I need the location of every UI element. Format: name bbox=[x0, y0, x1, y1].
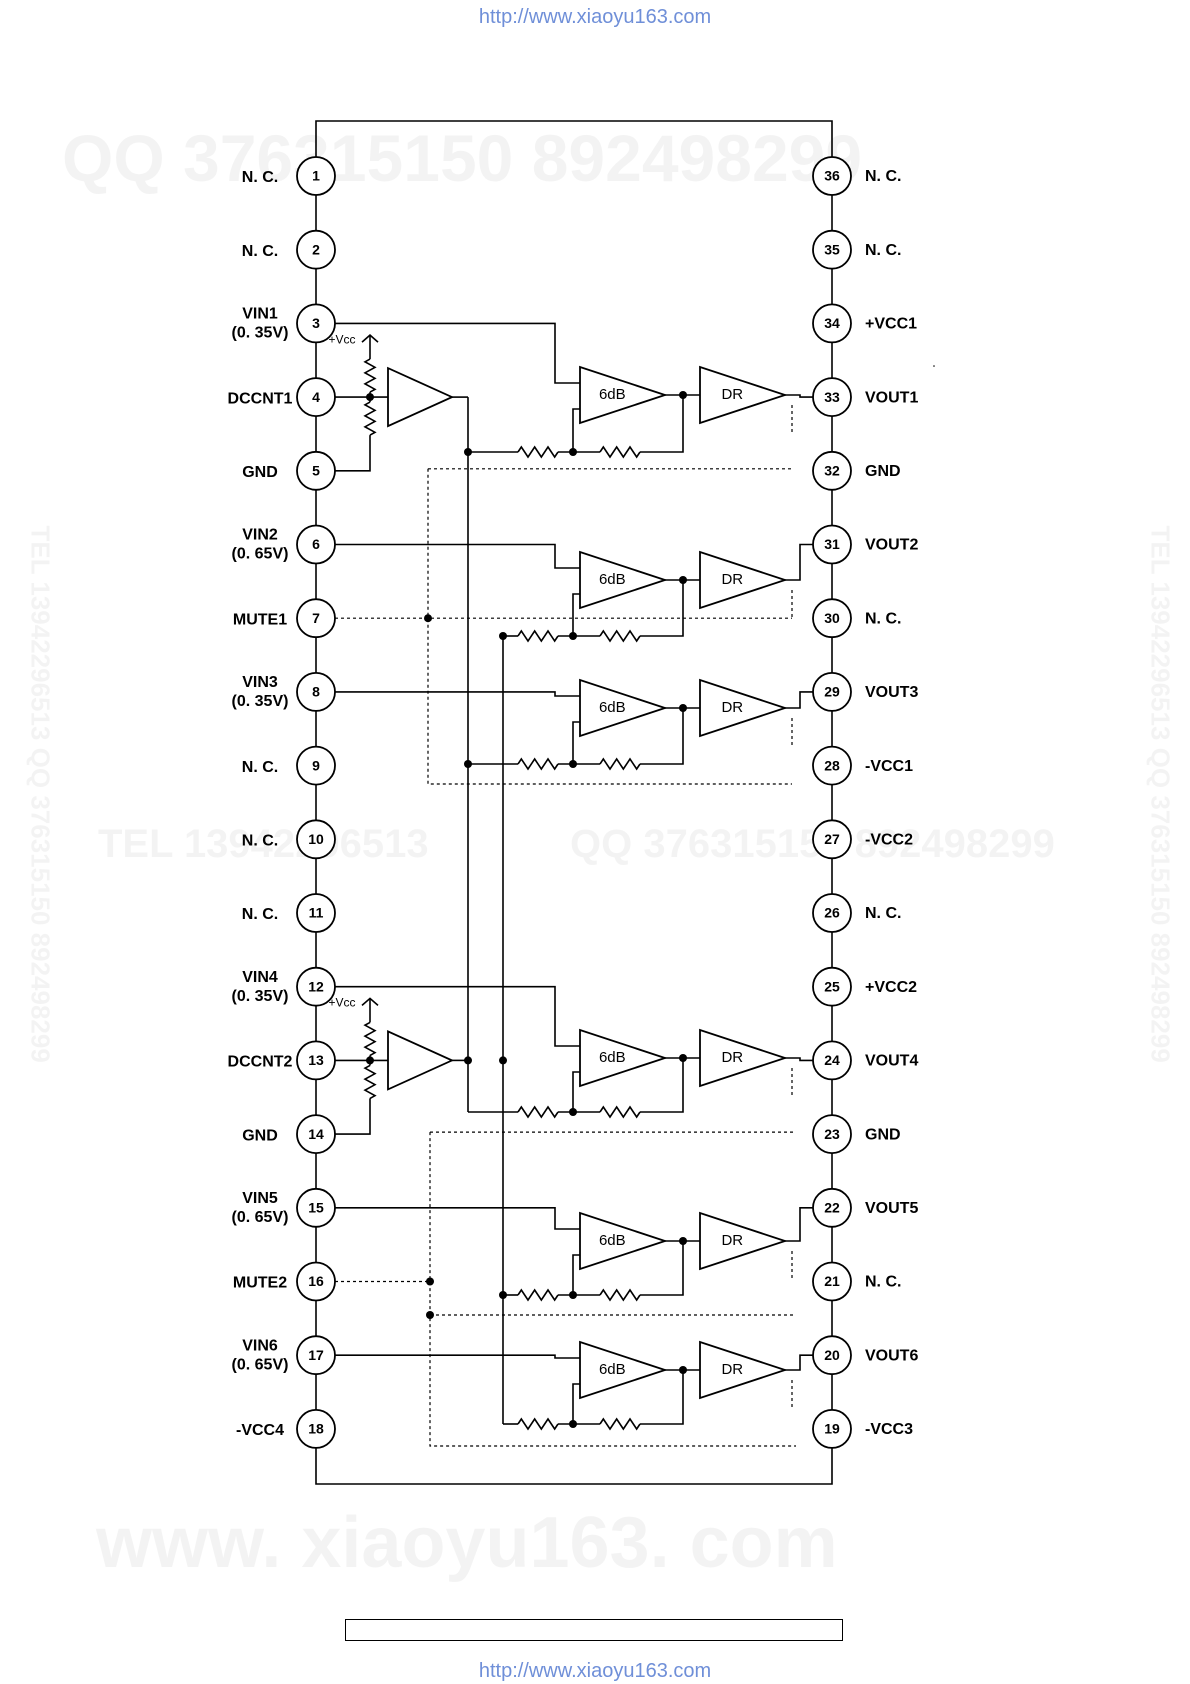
pin-number: 36 bbox=[824, 167, 840, 184]
pin-number: 21 bbox=[824, 1273, 840, 1290]
wire bbox=[640, 1370, 683, 1424]
driver-stage-label: DR bbox=[721, 698, 744, 716]
header-url[interactable]: http://www.xiaoyu163.com bbox=[478, 6, 712, 28]
pin-number: 6 bbox=[312, 536, 320, 553]
resistor bbox=[365, 1022, 375, 1055]
junction-dot bbox=[499, 1291, 507, 1299]
pin-label: VOUT2 bbox=[865, 536, 919, 554]
pin-label: +VCC1 bbox=[865, 315, 918, 333]
pin-label: -VCC4 bbox=[235, 1422, 285, 1440]
package-outline bbox=[316, 1429, 832, 1484]
pin-number: 13 bbox=[308, 1052, 324, 1069]
pin-label: VIN1 bbox=[242, 305, 278, 323]
junction-dot bbox=[499, 1056, 507, 1064]
gain-stage-6db-label: 6dB bbox=[598, 385, 626, 403]
mute-bus bbox=[430, 1132, 796, 1446]
resistor bbox=[600, 631, 640, 641]
package-outline bbox=[316, 121, 832, 176]
pin-number: 23 bbox=[824, 1125, 840, 1142]
resistor bbox=[600, 1419, 640, 1429]
pin-number: 7 bbox=[312, 609, 320, 626]
pin-number: 26 bbox=[824, 904, 840, 921]
pin-number: 5 bbox=[312, 462, 320, 479]
junction-dot bbox=[679, 576, 687, 584]
junction-dot bbox=[424, 614, 432, 622]
pin-label: VOUT6 bbox=[865, 1347, 919, 1365]
speck bbox=[933, 365, 935, 367]
pin-number: 25 bbox=[824, 978, 840, 995]
wire bbox=[335, 435, 370, 471]
pin-label: VIN4 bbox=[242, 968, 278, 986]
pin-number: 33 bbox=[824, 388, 840, 405]
vcc-label: +Vcc bbox=[328, 995, 356, 1010]
pin-number: 14 bbox=[308, 1125, 324, 1142]
pin-number: 16 bbox=[308, 1273, 324, 1290]
pin-label: VIN6 bbox=[242, 1337, 278, 1355]
pin-label: N. C. bbox=[865, 241, 902, 259]
wire bbox=[335, 1355, 580, 1358]
footer-url[interactable]: http://www.xiaoyu163.com bbox=[478, 1660, 712, 1682]
junction-dot bbox=[366, 393, 374, 401]
pin-number: 18 bbox=[308, 1420, 324, 1437]
pin-label: GND bbox=[865, 1126, 901, 1144]
resistor bbox=[600, 447, 640, 457]
pin-number: 10 bbox=[308, 831, 324, 848]
pin-label: N. C. bbox=[241, 242, 279, 260]
junction-dot bbox=[426, 1278, 434, 1286]
pin-label: GND bbox=[242, 464, 278, 482]
wire bbox=[573, 722, 580, 764]
junction-dot bbox=[569, 760, 577, 768]
resistor bbox=[365, 1065, 375, 1098]
pin-label: MUTE2 bbox=[232, 1274, 288, 1292]
wire bbox=[335, 545, 580, 569]
resistor bbox=[600, 1107, 640, 1117]
junction-dot bbox=[569, 1291, 577, 1299]
pin-number: 1 bbox=[312, 167, 320, 184]
wire bbox=[335, 1208, 580, 1229]
pin-label: -VCC3 bbox=[865, 1421, 914, 1439]
wire bbox=[573, 1384, 580, 1424]
resistor bbox=[365, 402, 375, 435]
gain-stage-6db-label: 6dB bbox=[598, 1048, 626, 1066]
pin-label: GND bbox=[865, 463, 901, 481]
junction-dot bbox=[464, 1056, 472, 1064]
pin-sublabel: (0. 35V) bbox=[231, 693, 289, 711]
pin-label: -VCC2 bbox=[865, 831, 914, 849]
pin-label: N. C. bbox=[241, 832, 279, 850]
wire bbox=[785, 395, 813, 397]
dc-buffer bbox=[388, 1031, 452, 1089]
resistor bbox=[518, 1107, 558, 1117]
pin-label: N. C. bbox=[241, 758, 279, 776]
pin-sublabel: (0. 35V) bbox=[231, 324, 289, 342]
junction-dot bbox=[426, 1311, 434, 1319]
resistor bbox=[518, 1290, 558, 1300]
pin-number: 2 bbox=[312, 241, 320, 258]
pin-number: 28 bbox=[824, 757, 840, 774]
pin-sublabel: (0. 65V) bbox=[231, 1209, 289, 1227]
wire bbox=[785, 692, 813, 708]
pin-number: 8 bbox=[312, 683, 320, 700]
pin-label: N. C. bbox=[865, 905, 902, 923]
junction-dot bbox=[464, 448, 472, 456]
pin-label: N. C. bbox=[865, 168, 902, 186]
pin-label: DCCNT1 bbox=[227, 390, 293, 408]
pin-label: N. C. bbox=[865, 610, 902, 628]
resistor bbox=[518, 759, 558, 769]
pin-sublabel: (0. 65V) bbox=[231, 545, 289, 563]
resistor bbox=[518, 447, 558, 457]
pin-sublabel: (0. 35V) bbox=[231, 987, 289, 1005]
footer-box bbox=[345, 1619, 843, 1641]
resistor bbox=[600, 759, 640, 769]
junction-dot bbox=[679, 1366, 687, 1374]
pin-number: 29 bbox=[824, 683, 840, 700]
pin-sublabel: (0. 65V) bbox=[231, 1356, 289, 1374]
pin-label: VIN3 bbox=[242, 674, 278, 692]
pin-label: MUTE1 bbox=[232, 611, 288, 629]
mute-bus bbox=[428, 469, 792, 784]
gain-stage-6db-label: 6dB bbox=[598, 1231, 626, 1249]
wire bbox=[785, 1058, 813, 1060]
wire bbox=[640, 1241, 683, 1295]
gain-stage-6db-label: 6dB bbox=[598, 698, 626, 716]
driver-stage-label: DR bbox=[721, 1360, 744, 1378]
wire bbox=[640, 395, 683, 452]
driver-stage-label: DR bbox=[721, 385, 744, 403]
junction-dot bbox=[499, 632, 507, 640]
pin-number: 9 bbox=[312, 757, 320, 774]
junction-dot bbox=[464, 760, 472, 768]
wire bbox=[335, 1098, 370, 1134]
resistor bbox=[518, 1419, 558, 1429]
pin-number: 17 bbox=[308, 1346, 324, 1363]
pin-label: DCCNT2 bbox=[227, 1053, 293, 1071]
pin-label: N. C. bbox=[241, 169, 279, 187]
wire bbox=[573, 594, 580, 636]
resistor bbox=[365, 359, 375, 392]
wire bbox=[573, 1255, 580, 1295]
pin-number: 11 bbox=[308, 904, 324, 921]
pin-number: 15 bbox=[308, 1199, 324, 1216]
wire bbox=[335, 692, 580, 696]
junction-dot bbox=[679, 1054, 687, 1062]
pin-number: 32 bbox=[824, 462, 840, 479]
junction-dot bbox=[569, 1108, 577, 1116]
pin-number: 12 bbox=[308, 978, 324, 995]
wire bbox=[785, 1355, 813, 1370]
pin-number: 4 bbox=[312, 388, 320, 405]
resistor bbox=[518, 631, 558, 641]
driver-stage-label: DR bbox=[721, 1231, 744, 1249]
pin-label: GND bbox=[242, 1127, 278, 1145]
pin-label: VIN2 bbox=[242, 526, 278, 544]
pin-label: VOUT4 bbox=[865, 1052, 919, 1070]
pin-label: VIN5 bbox=[242, 1190, 278, 1208]
pin-label: -VCC1 bbox=[865, 757, 914, 775]
pin-number: 24 bbox=[824, 1052, 840, 1069]
pin-label: VOUT5 bbox=[865, 1200, 919, 1218]
wire bbox=[573, 409, 580, 452]
junction-dot bbox=[679, 391, 687, 399]
gain-stage-6db-label: 6dB bbox=[598, 570, 626, 588]
junction-dot bbox=[679, 704, 687, 712]
junction-dot bbox=[679, 1237, 687, 1245]
pin-number: 19 bbox=[824, 1420, 840, 1437]
junction-dot bbox=[569, 448, 577, 456]
wire bbox=[335, 987, 580, 1046]
pin-label: +VCC2 bbox=[865, 978, 918, 996]
pin-label: VOUT1 bbox=[865, 389, 919, 407]
pin-number: 22 bbox=[824, 1199, 840, 1216]
junction-dot bbox=[569, 632, 577, 640]
driver-stage-label: DR bbox=[721, 570, 744, 588]
vcc-label: +Vcc bbox=[328, 332, 356, 347]
wire bbox=[640, 580, 683, 636]
pin-label: VOUT3 bbox=[865, 684, 919, 702]
pin-number: 27 bbox=[824, 831, 840, 848]
wire bbox=[640, 1058, 683, 1112]
wire bbox=[785, 545, 813, 581]
dc-buffer bbox=[388, 368, 452, 426]
pin-number: 34 bbox=[824, 315, 840, 332]
pin-number: 20 bbox=[824, 1346, 840, 1363]
pin-number: 35 bbox=[824, 241, 840, 258]
pin-number: 31 bbox=[824, 536, 840, 553]
pin-label: N. C. bbox=[865, 1273, 902, 1291]
resistor bbox=[600, 1290, 640, 1300]
pin-number: 30 bbox=[824, 609, 840, 626]
wire bbox=[335, 323, 580, 383]
pin-label: N. C. bbox=[241, 906, 279, 924]
wire bbox=[785, 1208, 813, 1241]
wire bbox=[573, 1072, 580, 1112]
junction-dot bbox=[569, 1420, 577, 1428]
gain-stage-6db-label: 6dB bbox=[598, 1360, 626, 1378]
junction-dot bbox=[366, 1056, 374, 1064]
driver-stage-label: DR bbox=[721, 1048, 744, 1066]
pin-number: 3 bbox=[312, 315, 320, 332]
wire bbox=[640, 708, 683, 764]
